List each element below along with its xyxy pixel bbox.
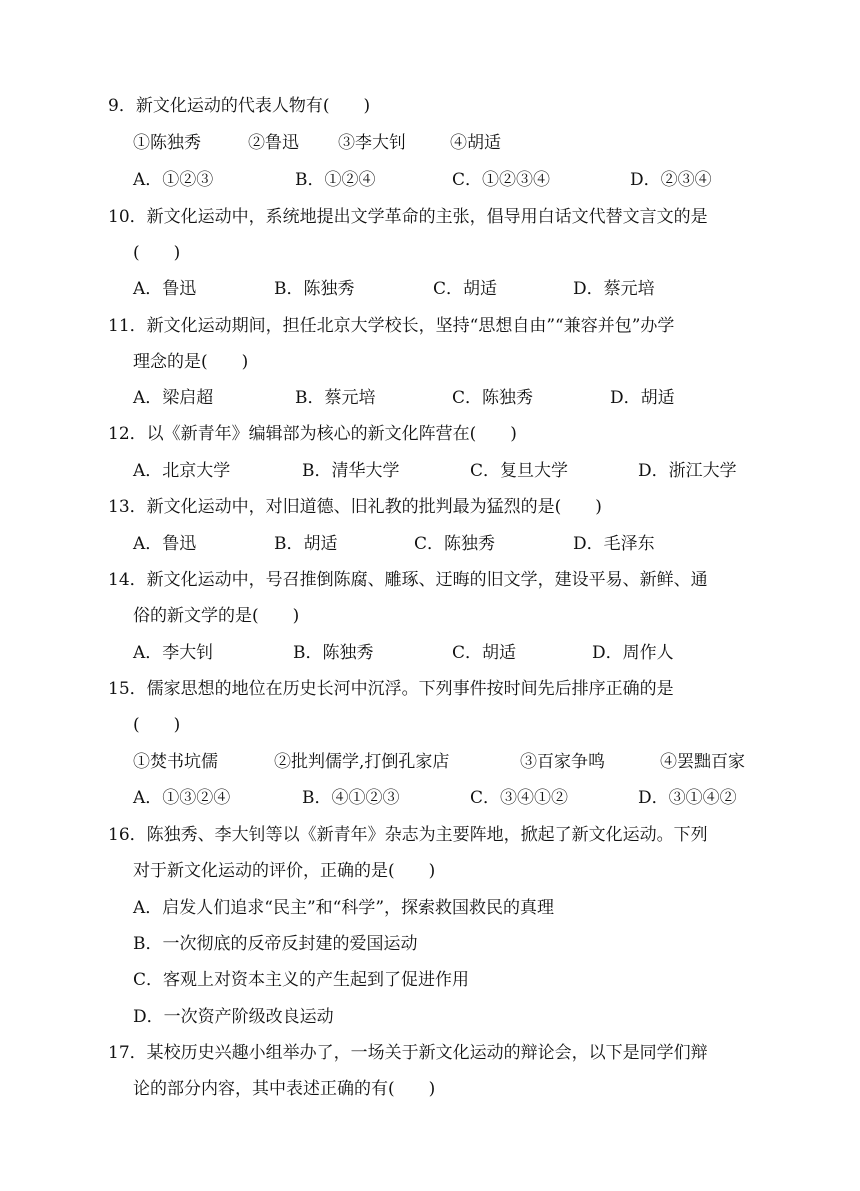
question-14-stem-line-1: 14．新文化运动中，号召推倒陈腐、雕琢、迂晦的旧文学，建设平易、新鲜、通 — [108, 570, 708, 590]
question-15-stem-line-2: ( ) — [133, 715, 181, 735]
question-9-item-2: ②鲁迅 — [248, 133, 299, 153]
question-11-stem-line-2: 理念的是( ) — [133, 352, 249, 372]
question-9-item-3: ③李大钊 — [338, 133, 406, 153]
question-10-option-a: A．鲁迅 — [133, 279, 197, 299]
question-16-option-c: C．客观上对资本主义的产生起到了促进作用 — [133, 970, 470, 990]
question-10-option-d: D．蔡元培 — [573, 279, 655, 299]
question-10-stem-line-2: ( ) — [133, 243, 181, 263]
question-14-stem-line-2: 俗的新文学的是( ) — [133, 606, 300, 626]
question-15-option-b: B．④①②③ — [302, 788, 400, 808]
question-16-option-b: B．一次彻底的反帝反封建的爱国运动 — [133, 934, 418, 954]
question-16-stem-line-1: 16．陈独秀、李大钊等以《新青年》杂志为主要阵地，掀起了新文化运动。下列 — [108, 825, 708, 845]
question-11-option-b: B．蔡元培 — [295, 388, 376, 408]
question-14-option-b: B．陈独秀 — [293, 643, 374, 663]
question-16-stem-line-2: 对于新文化运动的评价，正确的是( ) — [133, 861, 436, 881]
question-13-option-c: C．陈独秀 — [414, 534, 496, 554]
question-9-option-d: D．②③④ — [630, 170, 712, 190]
question-15-item-1: ①焚书坑儒 — [133, 752, 218, 772]
question-10-stem-line-1: 10．新文化运动中，系统地提出文学革命的主张，倡导用白话文代替文言文的是 — [108, 207, 708, 227]
question-12-option-a: A．北京大学 — [133, 461, 231, 481]
question-11-option-d: D．胡适 — [610, 388, 675, 408]
question-15-option-d: D．③①④② — [638, 788, 737, 808]
question-14-option-a: A．李大钊 — [133, 643, 214, 663]
question-17-stem-line-1: 17．某校历史兴趣小组举办了，一场关于新文化运动的辩论会，以下是同学们辩 — [108, 1043, 708, 1063]
question-15-stem-line-1: 15．儒家思想的地位在历史长河中沉浮。下列事件按时间先后排序正确的是 — [108, 679, 674, 699]
question-16-option-d: D．一次资产阶级改良运动 — [133, 1007, 334, 1027]
question-12-stem: 12．以《新青年》编辑部为核心的新文化阵营在( ) — [108, 424, 517, 444]
question-10-option-c: C．胡适 — [433, 279, 498, 299]
question-13-option-b: B．胡适 — [274, 534, 338, 554]
question-9-option-b: B．①②④ — [295, 170, 376, 190]
question-12-option-c: C．复旦大学 — [470, 461, 569, 481]
question-15-item-3: ③百家争鸣 — [520, 752, 605, 772]
question-11-stem-line-1: 11．新文化运动期间，担任北京大学校长，坚持“思想自由”“兼容并包”办学 — [108, 316, 675, 336]
question-13-option-a: A．鲁迅 — [133, 534, 197, 554]
question-15-option-a: A．①③②④ — [133, 788, 231, 808]
question-15-item-2: ②批判儒学,打倒孔家店 — [274, 752, 450, 772]
question-11-option-c: C．陈独秀 — [452, 388, 534, 408]
question-15-item-4: ④罢黜百家 — [660, 752, 745, 772]
question-16-option-a: A．启发人们追求“民主”和“科学”，探索救国救民的真理 — [133, 898, 555, 918]
question-13-option-d: D．毛泽东 — [573, 534, 655, 554]
question-11-option-a: A．梁启超 — [133, 388, 214, 408]
question-14-option-d: D．周作人 — [592, 643, 674, 663]
question-12-option-b: B．清华大学 — [302, 461, 400, 481]
question-17-stem-line-2: 论的部分内容，其中表述正确的有( ) — [133, 1079, 436, 1099]
question-15-option-c: C．③④①② — [470, 788, 569, 808]
question-9-option-c: C．①②③④ — [452, 170, 551, 190]
question-9-option-a: A．①②③ — [133, 170, 214, 190]
question-12-option-d: D．浙江大学 — [638, 461, 737, 481]
question-9-stem: 9．新文化运动的代表人物有( ) — [108, 96, 371, 116]
question-9-item-4: ④胡适 — [450, 133, 501, 153]
question-9-item-1: ①陈独秀 — [133, 133, 201, 153]
question-13-stem: 13．新文化运动中，对旧道德、旧礼教的批判最为猛烈的是( ) — [108, 497, 602, 517]
question-10-option-b: B．陈独秀 — [274, 279, 355, 299]
question-14-option-c: C．胡适 — [452, 643, 517, 663]
